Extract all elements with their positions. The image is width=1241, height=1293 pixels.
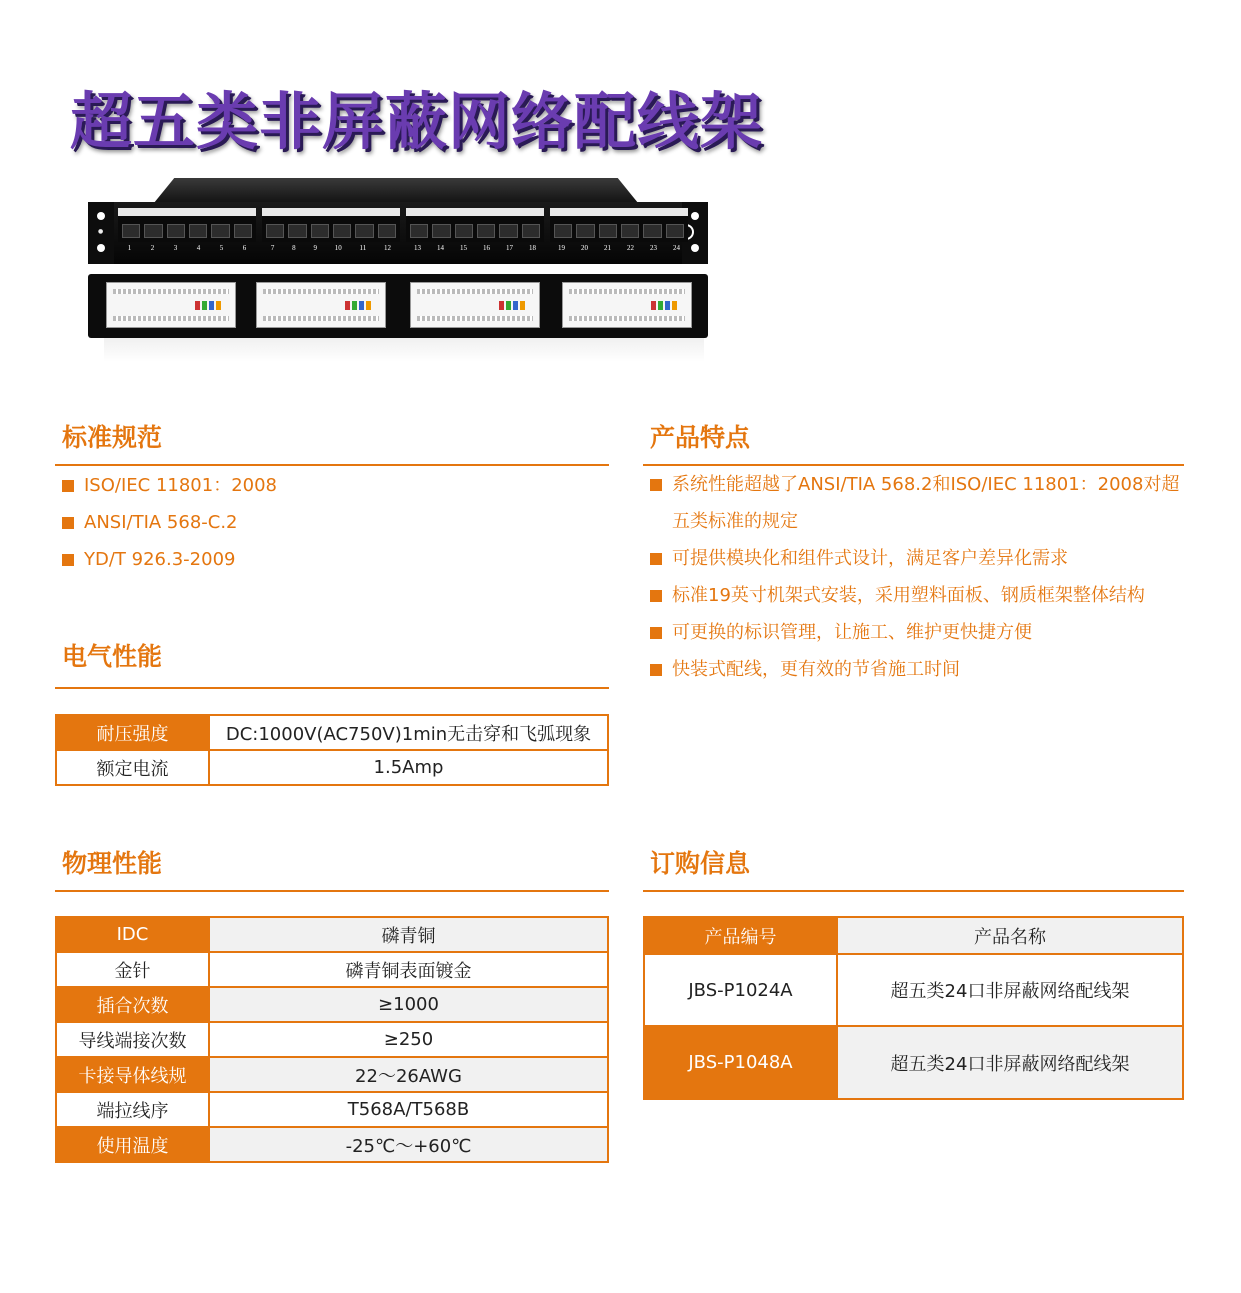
idc-module: [256, 282, 386, 328]
idc-module: [562, 282, 692, 328]
port-number: 15: [460, 244, 467, 252]
table-value: ≥250: [209, 1022, 608, 1057]
table-key: 插合次数: [56, 987, 209, 1022]
features-list: [650, 466, 1190, 688]
port-number: 2: [150, 244, 155, 252]
table-value: 22～26AWG: [209, 1057, 608, 1092]
features-heading: 产品特点: [650, 423, 751, 452]
port-numbers: [262, 244, 400, 252]
patch-panel-front: [88, 202, 708, 264]
port-number: 19: [558, 244, 565, 252]
port-number: 24: [673, 244, 680, 252]
table-row: [56, 987, 608, 1022]
ordering-table: [643, 916, 1184, 1100]
port-number: 10: [334, 244, 342, 252]
electrical-table: [55, 714, 609, 786]
list-item-text: 五类标准的规定: [672, 511, 798, 532]
table-value: 1.5Amp: [209, 750, 608, 785]
section-divider: [55, 464, 609, 466]
product-name: 超五类24口非屏蔽网络配线架: [837, 954, 1183, 1026]
list-item: YD/T 926.3-2009: [62, 541, 602, 578]
idc-module: [106, 282, 236, 328]
table-row: [56, 1022, 608, 1057]
port-number: 7: [270, 244, 275, 252]
table-row: [644, 1026, 1183, 1099]
physical-heading: 物理性能: [62, 849, 163, 878]
physical-table: [55, 916, 609, 1163]
port-number: 9: [313, 244, 317, 252]
table-value: 磷青铜: [209, 917, 608, 952]
port-number: 8: [292, 244, 296, 252]
section-divider: [643, 890, 1184, 892]
standards-list: [62, 467, 602, 578]
list-item-text: 系统性能超越了ANSI/TIA 568.2和ISO/IEC 11801：2008对超: [672, 474, 1180, 495]
table-header-row: [644, 917, 1183, 954]
table-key: 金针: [56, 952, 209, 987]
table-row: [56, 750, 608, 785]
port-number: 16: [483, 244, 490, 252]
idc-module: [410, 282, 540, 328]
table-key: IDC: [56, 917, 209, 952]
table-value: ≥1000: [209, 987, 608, 1022]
list-item: [650, 466, 1190, 540]
patch-panel-rear: [88, 274, 708, 338]
table-row: [56, 1092, 608, 1127]
list-item: 快装式配线，更有效的节省施工时间: [650, 651, 1190, 688]
port-number: 22: [627, 244, 634, 252]
table-key: 耐压强度: [56, 715, 209, 750]
port-numbers: [118, 244, 256, 252]
table-value: DC:1000V(AC750V)1min无击穿和飞弧现象: [209, 715, 608, 750]
table-key: 使用温度: [56, 1127, 209, 1162]
port-group: [550, 208, 688, 242]
electrical-heading: 电气性能: [62, 642, 163, 671]
port-number: 14: [437, 244, 444, 252]
column-header: 产品编号: [644, 917, 837, 954]
table-key: 额定电流: [56, 750, 209, 785]
port-number: 5: [219, 244, 224, 252]
list-item: 标准19英寸机架式安装，采用塑料面板、钢质框架整体结构: [650, 577, 1190, 614]
table-row: [56, 1127, 608, 1162]
port-group: [262, 208, 400, 242]
product-code: JBS-P1048A: [644, 1026, 837, 1099]
table-row: [644, 954, 1183, 1026]
list-item: 可更换的标识管理，让施工、维护更快捷方便: [650, 614, 1190, 651]
port-group: [118, 208, 256, 242]
port-number: 3: [173, 244, 178, 252]
port-number: 21: [604, 244, 611, 252]
brand-logo: ●: [98, 228, 104, 235]
table-value: 磷青铜表面镀金: [209, 952, 608, 987]
table-row: [56, 917, 608, 952]
port-numbers: [550, 244, 688, 252]
port-number: 4: [196, 244, 201, 252]
rack-top-lip: [132, 178, 660, 204]
section-divider: [55, 687, 609, 689]
section-divider: [55, 890, 609, 892]
port-number: 18: [529, 244, 536, 252]
port-number: 1: [127, 244, 132, 252]
ordering-heading: 订购信息: [650, 849, 751, 878]
list-item: 可提供模块化和组件式设计，满足客户差异化需求: [650, 540, 1190, 577]
port-number: 11: [359, 244, 367, 252]
port-number: 20: [581, 244, 588, 252]
product-photo: [84, 178, 712, 364]
list-item: ANSI/TIA 568-C.2: [62, 504, 602, 541]
port-number: 12: [384, 244, 392, 252]
photo-backdrop: [104, 338, 704, 362]
table-key: 端拉线序: [56, 1092, 209, 1127]
table-value: T568A/T568B: [209, 1092, 608, 1127]
port-number: 17: [506, 244, 513, 252]
product-name: 超五类24口非屏蔽网络配线架: [837, 1026, 1183, 1099]
table-value: -25℃～+60℃: [209, 1127, 608, 1162]
table-key: 卡接导体线规: [56, 1057, 209, 1092]
port-numbers: [406, 244, 544, 252]
table-key: 导线端接次数: [56, 1022, 209, 1057]
table-row: [56, 952, 608, 987]
page-title: 超五类非屏蔽网络配线架: [70, 85, 764, 158]
column-header: 产品名称: [837, 917, 1183, 954]
product-code: JBS-P1024A: [644, 954, 837, 1026]
port-group: [406, 208, 544, 242]
port-number: 6: [242, 244, 247, 252]
standards-heading: 标准规范: [62, 423, 163, 452]
port-number: 13: [414, 244, 421, 252]
table-row: [56, 1057, 608, 1092]
port-number: 23: [650, 244, 657, 252]
table-row: [56, 715, 608, 750]
list-item: ISO/IEC 11801：2008: [62, 467, 602, 504]
